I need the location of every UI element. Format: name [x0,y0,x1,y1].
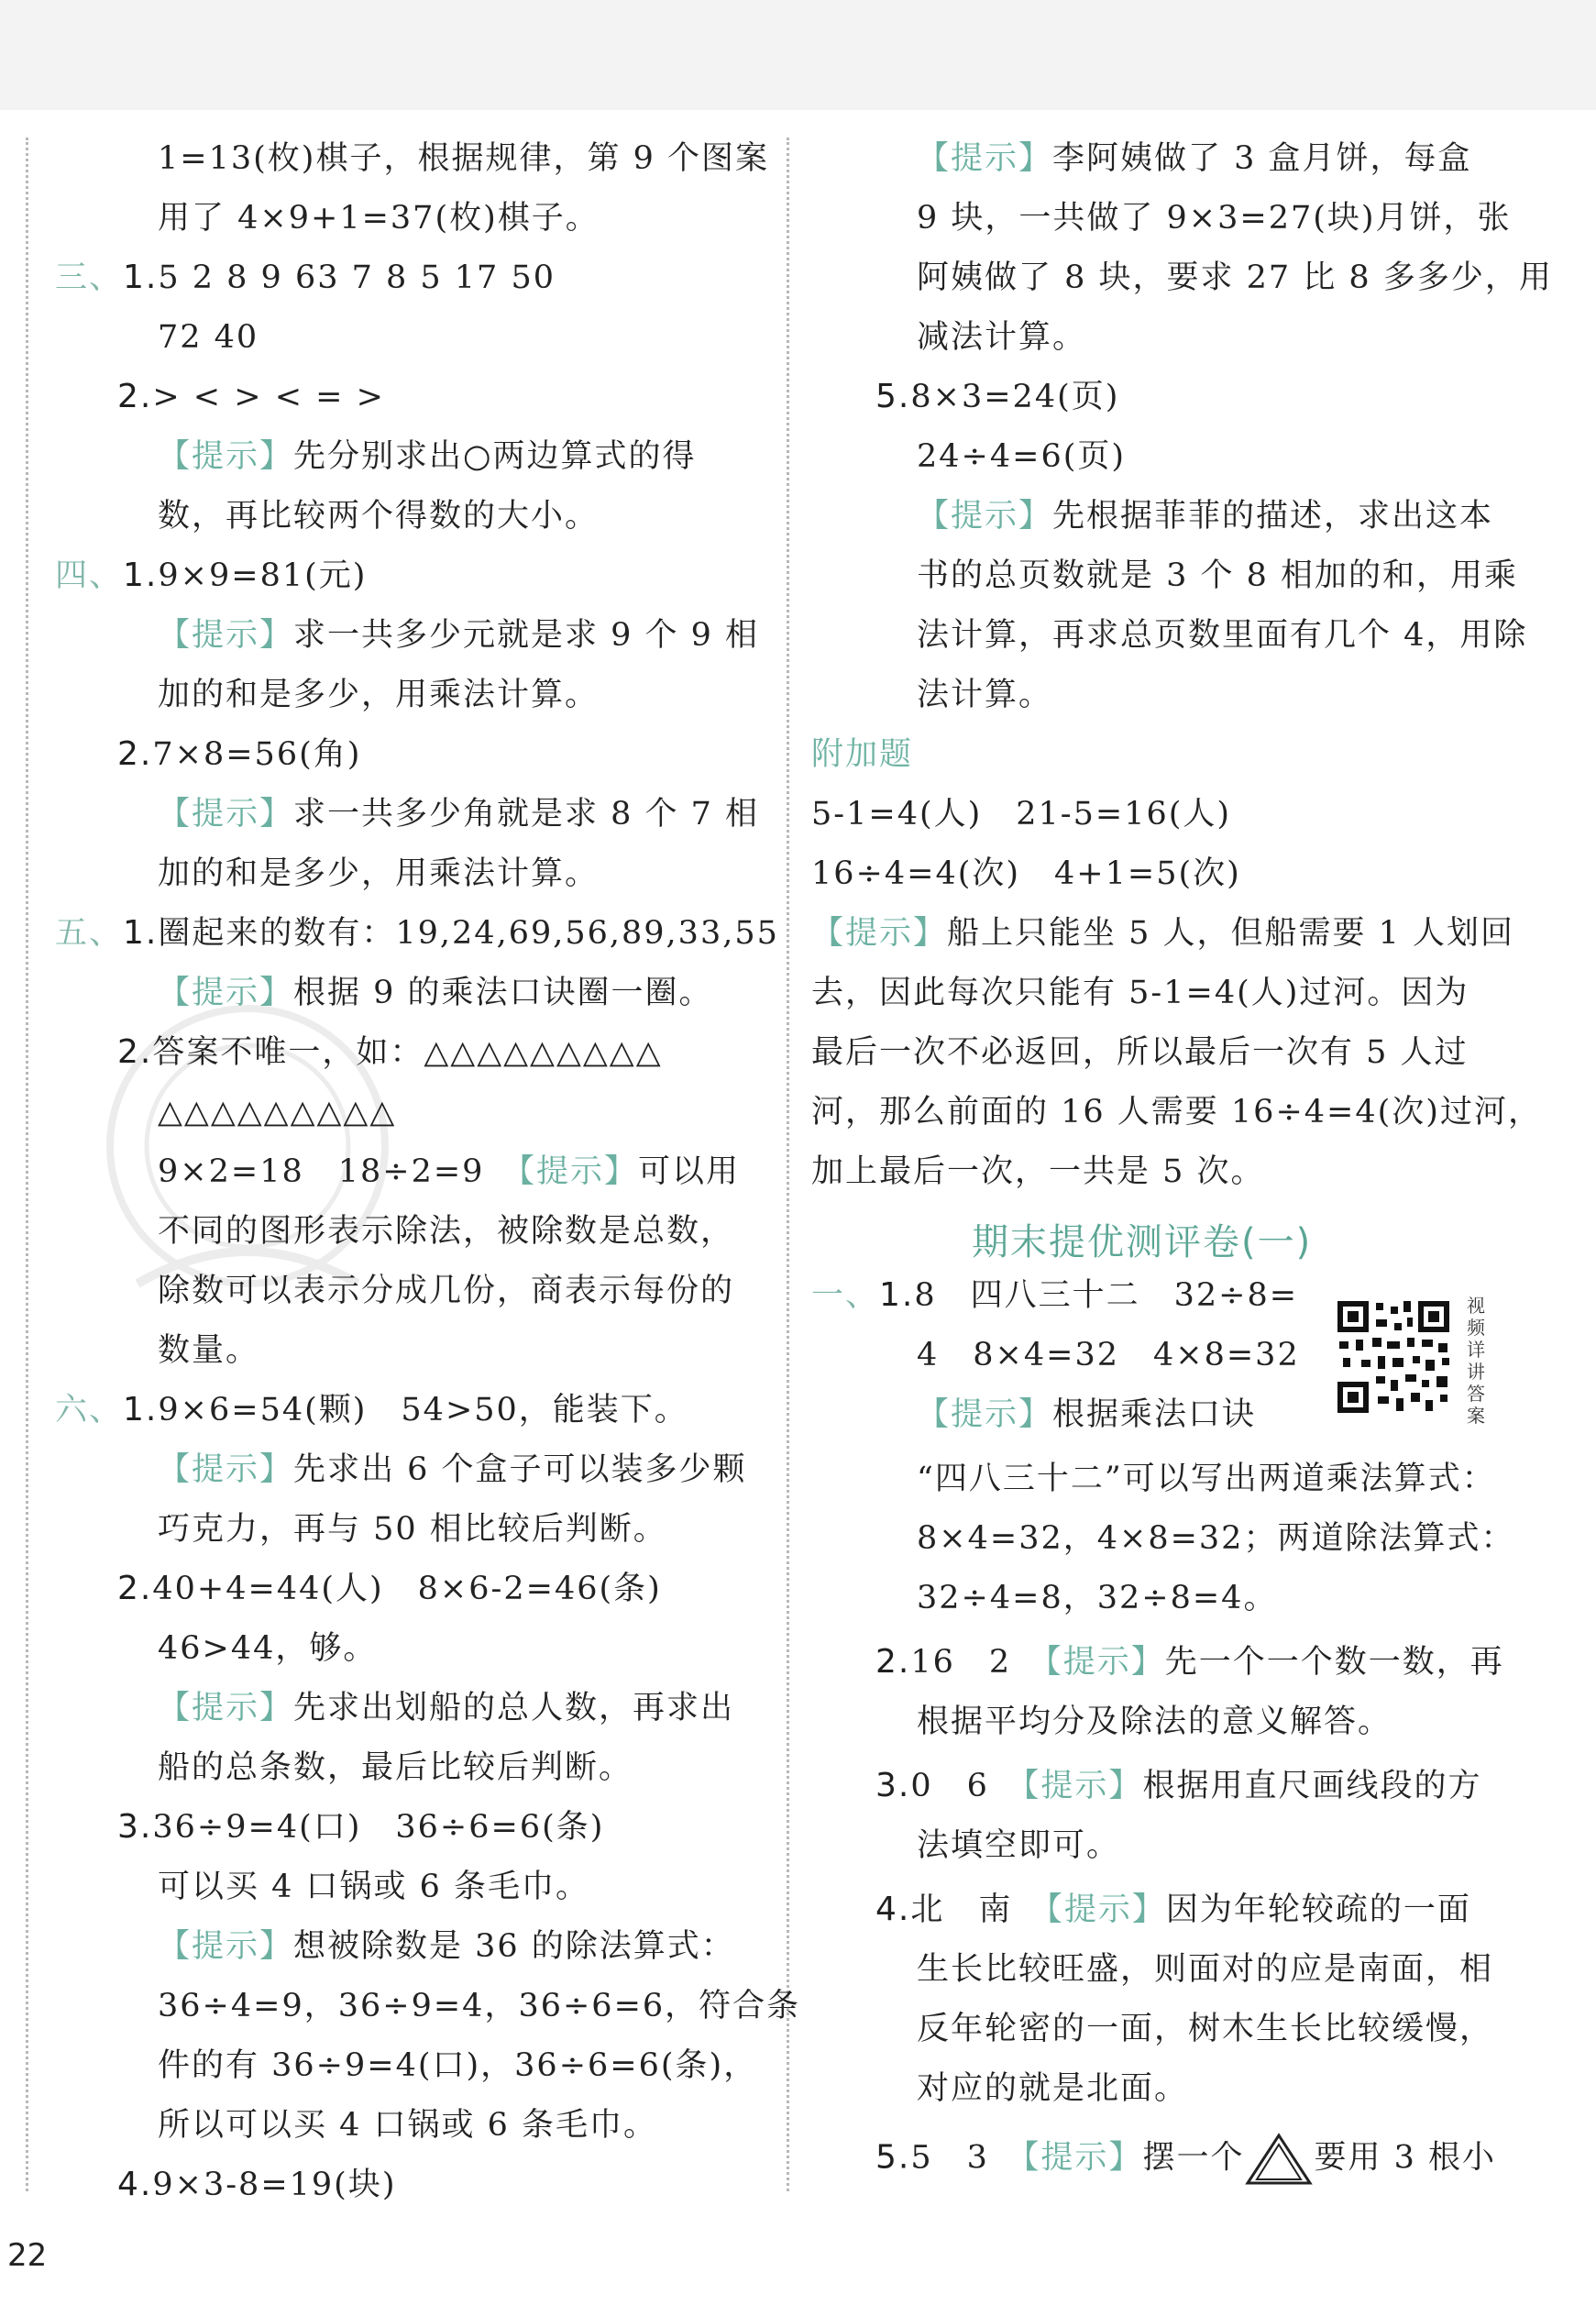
hint-text: 9 块，一共做了 9×3=27(块)月饼，张 [917,200,1512,237]
item-number: 2. [117,1570,153,1607]
item-5-2 [117,1027,663,1078]
item-number: 5. [875,2138,911,2177]
hint-text: 除数可以表示分成几份，商表示每份的 [158,1273,735,1309]
hint-text: 书的总页数就是 3 个 8 相加的和，用乘 [917,557,1519,594]
answer-line: 8×3=24(页) [910,379,1120,415]
answer-line: 8 四八三十二 32÷8= [914,1277,1299,1314]
section-marker: 一、 [811,1277,880,1314]
item-number: 4. [117,2166,153,2203]
item-6-4 [117,2159,397,2211]
item-6-5 [875,371,1119,423]
hint-text: 加的和是多少，用乘法计算。 [158,677,600,713]
answer-line: 圈起来的数有：19,24,69,56,89,33,55 [158,915,779,952]
hint-label: 【提示】 [917,1396,1053,1433]
answer-line: 72 40 [158,319,259,356]
hint-text: 加的和是多少，用乘法计算。 [158,855,600,892]
hint-line [158,967,713,1019]
hint-text: 船上只能坐 5 人，但船需要 1 人划回 [947,915,1515,952]
column-divider [787,138,789,2191]
hint-text: 求一共多少元就是求 9 个 9 相 [293,617,760,654]
item-number: 3. [875,1767,911,1804]
answer-line: 9×3-8=19(块) [152,2167,397,2203]
hint-text: 32÷4=8，32÷8=4。 [917,1580,1278,1616]
item-number: 1. [123,914,159,952]
section-title: 期末提优测评卷(一) [972,1221,1313,1263]
page-number: 22 [7,2237,48,2274]
hint-label: 【提示】 [811,915,948,952]
item-number: 1. [879,1276,915,1314]
hint-line [917,133,1472,184]
answer-line: 40+4=44(人) 8×6-2=46(条) [152,1571,662,1607]
item-1-4 [875,1884,1471,1936]
hint-text: 加上最后一次，一共是 5 次。 [811,1153,1265,1190]
hint-text: 要用 3 根小 [1314,2139,1496,2177]
hint-text: 8×4=32，4×8=32；两道除法算式： [917,1520,1515,1557]
hint-text: 36÷4=9，36÷9=4，36÷6=6，符合条 [158,1988,801,2024]
hint-text: 巧克力，再与 50 相比较后判断。 [158,1511,667,1548]
hint-line [158,610,759,661]
answer-line: 4 8×4=32 4×8=32 [917,1337,1300,1373]
answer-line: 16÷4=4(次) 4+1=5(次) [811,855,1241,892]
item-number: 5. [875,378,911,415]
hint-text: 先求出划船的总人数，再求出 [293,1690,735,1726]
item-number: 1. [123,557,159,594]
hint-text: 根据平均分及除法的意义解答。 [917,1704,1392,1740]
hint-line [158,1444,747,1495]
item-4-2 [117,729,361,780]
hint-text: 法计算。 [917,677,1053,713]
hint-text: 对应的就是北面。 [917,2070,1189,2107]
hint-text: 生长比较旺盛，则面对的应是南面，相 [917,1951,1494,1988]
section-5 [55,908,779,959]
answer-line: 9×2=18 18÷2=9 [158,1153,485,1190]
answer-line: 24÷4=6(页) [917,438,1127,475]
hint-text: 法计算，再求总页数里面有几个 4，用除 [917,617,1528,654]
answer-line: 用了 4×9+1=37(枚)棋子。 [158,200,600,237]
hint-text: 根据 9 的乘法口诀圈一圈。 [293,975,713,1011]
hint-text: 河，那么前面的 16 人需要 16÷4=4(次)过河， [811,1094,1542,1130]
hint-text: 先分别求出○两边算式的得 [293,438,697,475]
hint-text: 先一个一个数一数，再 [1164,1644,1504,1681]
answer-line: 9×6=54(颗) 54>50，能装下。 [158,1392,688,1428]
item-6-2 [117,1563,662,1615]
hint-text: 因为年轮较疏的一面 [1165,1891,1471,1928]
section-marker: 三、 [55,259,124,296]
hint-line [158,431,697,482]
item-number: 2. [117,1033,153,1071]
hint-text: 根据乘法口诀 [1052,1396,1257,1433]
section-3 [55,252,556,303]
section-6 [55,1384,688,1436]
hint-text: “四八三十二”可以写出两道乘法算式： [917,1461,1496,1497]
item-number: 1. [123,1391,159,1428]
hint-label: 【提示】 [158,617,294,654]
hint-text: 阿姨做了 8 块，要求 27 比 8 多多少，用 [917,259,1553,296]
item-number: 2. [117,735,153,773]
section-4 [55,550,367,601]
hint-label: 【提示】 [158,438,294,475]
bonus-heading: 附加题 [811,736,914,773]
hint-text: 数，再比较两个得数的大小。 [158,498,600,535]
top-margin-band [0,0,1596,110]
hint-text: 求一共多少角就是求 8 个 7 相 [293,796,760,833]
hint-text: 根据用直尺画线段的方 [1142,1768,1482,1804]
answer-line: 36÷9=4(口) 36÷6=6(条) [152,1809,605,1846]
qr-caption: 视频详讲答案 [1467,1295,1485,1427]
hint-label: 【提示】 [158,975,294,1011]
answer-line: 北 南 [910,1891,1013,1928]
answer-line: 9×9=81(元) [158,557,368,594]
hint-label: 【提示】 [158,1690,294,1726]
item-number: 1. [123,259,159,296]
answer-line: 46>44，够。 [158,1630,378,1667]
item-1-5 [875,2132,1496,2183]
hint-text: 减法计算。 [917,319,1087,356]
section-1 [811,1270,1298,1321]
hint-label: 【提示】 [917,140,1053,177]
answer-line: 7×8=56(角) [152,736,362,773]
hint-text: 先根据菲菲的描述，求出这本 [1052,498,1494,535]
hint-text: 想被除数是 36 的除法算式： [293,1928,735,1965]
hint-text: 最后一次不必返回，所以最后一次有 5 人过 [811,1034,1469,1071]
item-number: 2. [117,378,153,415]
answer-line: △△△△△△△△△ [158,1094,397,1130]
hint-line [917,1389,1256,1440]
hint-line [917,491,1493,542]
item-number: 3. [117,1808,153,1846]
hint-label: 【提示】 [1046,1891,1166,1928]
hint-line [811,908,1514,959]
hint-text: 件的有 36÷9=4(口)，36÷6=6(条)， [158,2047,758,2084]
triangle-icon [1244,2132,1314,2187]
hint-text: 去，因此每次只能有 5-1=4(人)过河。因为 [811,975,1469,1011]
hint-text: 摆一个 [1142,2139,1245,2177]
hint-label: 【提示】 [917,498,1053,535]
section-marker: 五、 [55,915,124,952]
hint-text: 船的总条数，最后比较后判断。 [158,1749,633,1786]
answer-line: > < > < = > [152,379,385,415]
hint-text: 反年轮密的一面，树木生长比较缓慢， [917,2011,1494,2047]
answer-line: 5-1=4(人) 21-5=16(人) [811,796,1232,833]
item-number: 4. [875,1891,911,1928]
hint-text: 数量。 [158,1332,260,1369]
hint-text: 先求出 6 个盒子可以装多少颗 [293,1451,747,1488]
answer-line: 可以买 4 口锅或 6 条毛巾。 [158,1869,590,1905]
item-3-2 [117,371,385,423]
section-marker: 六、 [55,1392,124,1428]
item-1-2 [875,1637,1504,1688]
hint-line [158,1682,734,1734]
hint-text: 所以可以买 4 口锅或 6 条毛巾。 [158,2107,658,2144]
answer-line: 5 2 8 9 63 7 8 5 17 50 [158,259,556,296]
hint-label: 【提示】 [518,1153,638,1190]
section-marker: 四、 [55,557,124,594]
hint-label: 【提示】 [158,1928,294,1965]
hint-text: 法填空即可。 [917,1827,1121,1864]
item-6-3 [117,1802,604,1853]
hint-text: 不同的图形表示除法，被除数是总数， [158,1213,735,1250]
hint-label: 【提示】 [1022,2139,1143,2177]
binding-line [26,138,28,2191]
hint-text: 李阿姨做了 3 盒月饼，每盒 [1052,140,1472,177]
answer-line: 16 2 [910,1644,1012,1681]
item-1-3 [875,1760,1481,1812]
answer-hint-line [158,1146,740,1197]
answer-line: 0 6 [910,1768,989,1804]
hint-text: 可以用 [637,1153,740,1190]
hint-line [158,1921,735,1972]
answer-line: 5 3 [910,2139,989,2177]
hint-label: 【提示】 [158,1451,294,1488]
hint-label: 【提示】 [1022,1768,1143,1804]
hint-line [158,789,759,840]
hint-label: 【提示】 [158,796,294,833]
answer-line: 1=13(枚)棋子，根据规律，第 9 个图案 [158,140,769,177]
hint-label: 【提示】 [1045,1644,1165,1681]
item-number: 2. [875,1643,911,1681]
qr-code-icon[interactable] [1334,1297,1453,1417]
answer-line: 答案不唯一，如：△△△△△△△△△ [152,1034,663,1071]
